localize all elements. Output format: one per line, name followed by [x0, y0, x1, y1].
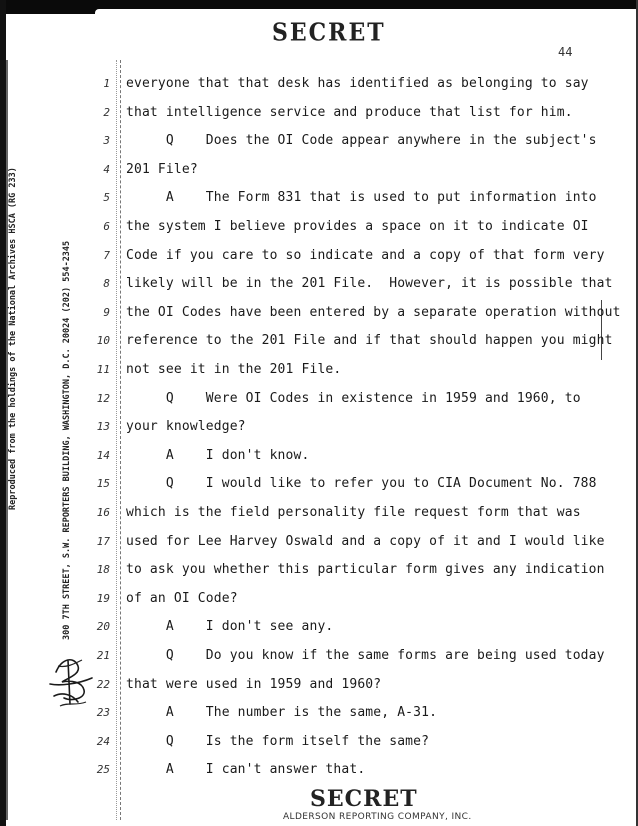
transcript-line: [0, 501, 638, 529]
transcript-line: [0, 387, 638, 415]
reporter-address: 300 7TH STREET, S.W. REPORTERS BUILDING, WASHINGTON, D.C. 20024 (202) 554-2345: [62, 240, 72, 640]
transcript-line: [0, 72, 638, 100]
transcript-line: [0, 101, 638, 129]
archive-reproduction-note: Reproduced from the holdings of the National Archives HSCA (RG 233): [8, 167, 18, 510]
line-number: 9: [103, 305, 110, 319]
line-number: 13: [96, 420, 110, 434]
line-number: 5: [103, 191, 110, 205]
line-text: that were used in 1959 and 1960?: [126, 676, 382, 692]
transcript-line: [0, 272, 638, 300]
transcript-line: [0, 301, 638, 329]
line-number: 14: [96, 448, 110, 462]
line-text: Q I would like to refer you to CIA Document No. 788: [126, 476, 597, 492]
transcript-line: [0, 530, 638, 558]
transcript-line: [0, 358, 638, 386]
line-number: 10: [96, 334, 110, 348]
transcript-line: [0, 244, 638, 272]
line-number: 19: [96, 591, 110, 605]
line-number: 22: [96, 677, 110, 691]
line-text: the system I believe provides a space on it to indicate OI: [126, 219, 589, 234]
transcript-line: [0, 558, 638, 586]
transcript-line: [0, 472, 638, 500]
line-text: A The number is the same, A-31.: [126, 705, 438, 721]
line-text: Q Were OI Codes in existence in 1959 and 1960, to: [126, 390, 581, 406]
line-text: Q Does the OI Code appear anywhere in the subject's: [126, 133, 597, 149]
line-number: 4: [103, 162, 110, 176]
line-number: 24: [96, 734, 110, 748]
line-number: 21: [96, 649, 110, 662]
line-text: your knowledge?: [126, 419, 246, 435]
line-text: which is the field personality file request form that was: [126, 505, 581, 520]
line-number: 12: [96, 391, 110, 405]
line-text: to ask you whether this particular form gives any indication: [126, 562, 605, 578]
footer-classification-stamp: SECRET: [310, 786, 418, 812]
line-number: 18: [96, 563, 110, 577]
line-number: 3: [103, 134, 110, 148]
transcript-line: [0, 444, 638, 472]
line-number: 1: [103, 77, 110, 90]
line-text: A I can't answer that.: [126, 762, 366, 778]
line-number: 23: [96, 706, 110, 720]
line-text: A The Form 831 that is used to put information into: [126, 190, 597, 206]
transcript-line: [0, 615, 638, 643]
transcript-line: [0, 415, 638, 443]
line-number: 17: [96, 534, 110, 548]
line-text: Q Do you know if the same forms are being used today: [126, 648, 605, 663]
transcript-line: [0, 158, 638, 186]
transcript-line: [0, 730, 638, 758]
line-text: used for Lee Harvey Oswald and a copy of it and I would like: [126, 533, 605, 549]
line-text: 201 File?: [126, 161, 198, 177]
line-number: 20: [96, 620, 110, 634]
scan-top-edge: [0, 0, 638, 14]
line-text: that intelligence service and produce that list for him.: [126, 104, 573, 120]
transcript-line: [0, 329, 638, 357]
line-text: A I don't know.: [126, 447, 310, 463]
page-number: 44: [558, 45, 573, 59]
line-number: 6: [103, 220, 110, 233]
transcript-line: [0, 186, 638, 214]
line-text: everyone that that desk has identified as belonging to say: [126, 76, 589, 91]
transcript-line: [0, 215, 638, 243]
line-number: 25: [96, 763, 110, 777]
transcript-line: [0, 587, 638, 615]
line-number: 8: [103, 277, 110, 291]
line-text: not see it in the 201 File.: [126, 362, 342, 377]
transcript-line: [0, 758, 638, 786]
line-text: of an OI Code?: [126, 590, 238, 606]
line-number: 2: [103, 105, 110, 119]
line-number: 15: [96, 477, 110, 491]
line-text: likely will be in the 201 File. However, it is possible that: [126, 276, 613, 292]
line-number: 11: [96, 363, 110, 376]
header-classification-stamp: SECRET: [272, 18, 386, 48]
line-text: reference to the 201 File and if that should happen you might: [126, 333, 613, 349]
line-text: the OI Codes have been entered by a separate operation without: [126, 304, 621, 320]
line-text: A I don't see any.: [126, 619, 334, 635]
reporting-company: ALDERSON REPORTING COMPANY, INC.: [283, 812, 472, 822]
line-number: 7: [103, 248, 110, 262]
line-text: Q Is the form itself the same?: [126, 733, 430, 749]
line-number: 16: [96, 506, 110, 519]
transcript-line: [0, 129, 638, 157]
handwritten-signature: [48, 652, 98, 710]
line-text: Code if you care to so indicate and a copy of that form very: [126, 247, 605, 263]
